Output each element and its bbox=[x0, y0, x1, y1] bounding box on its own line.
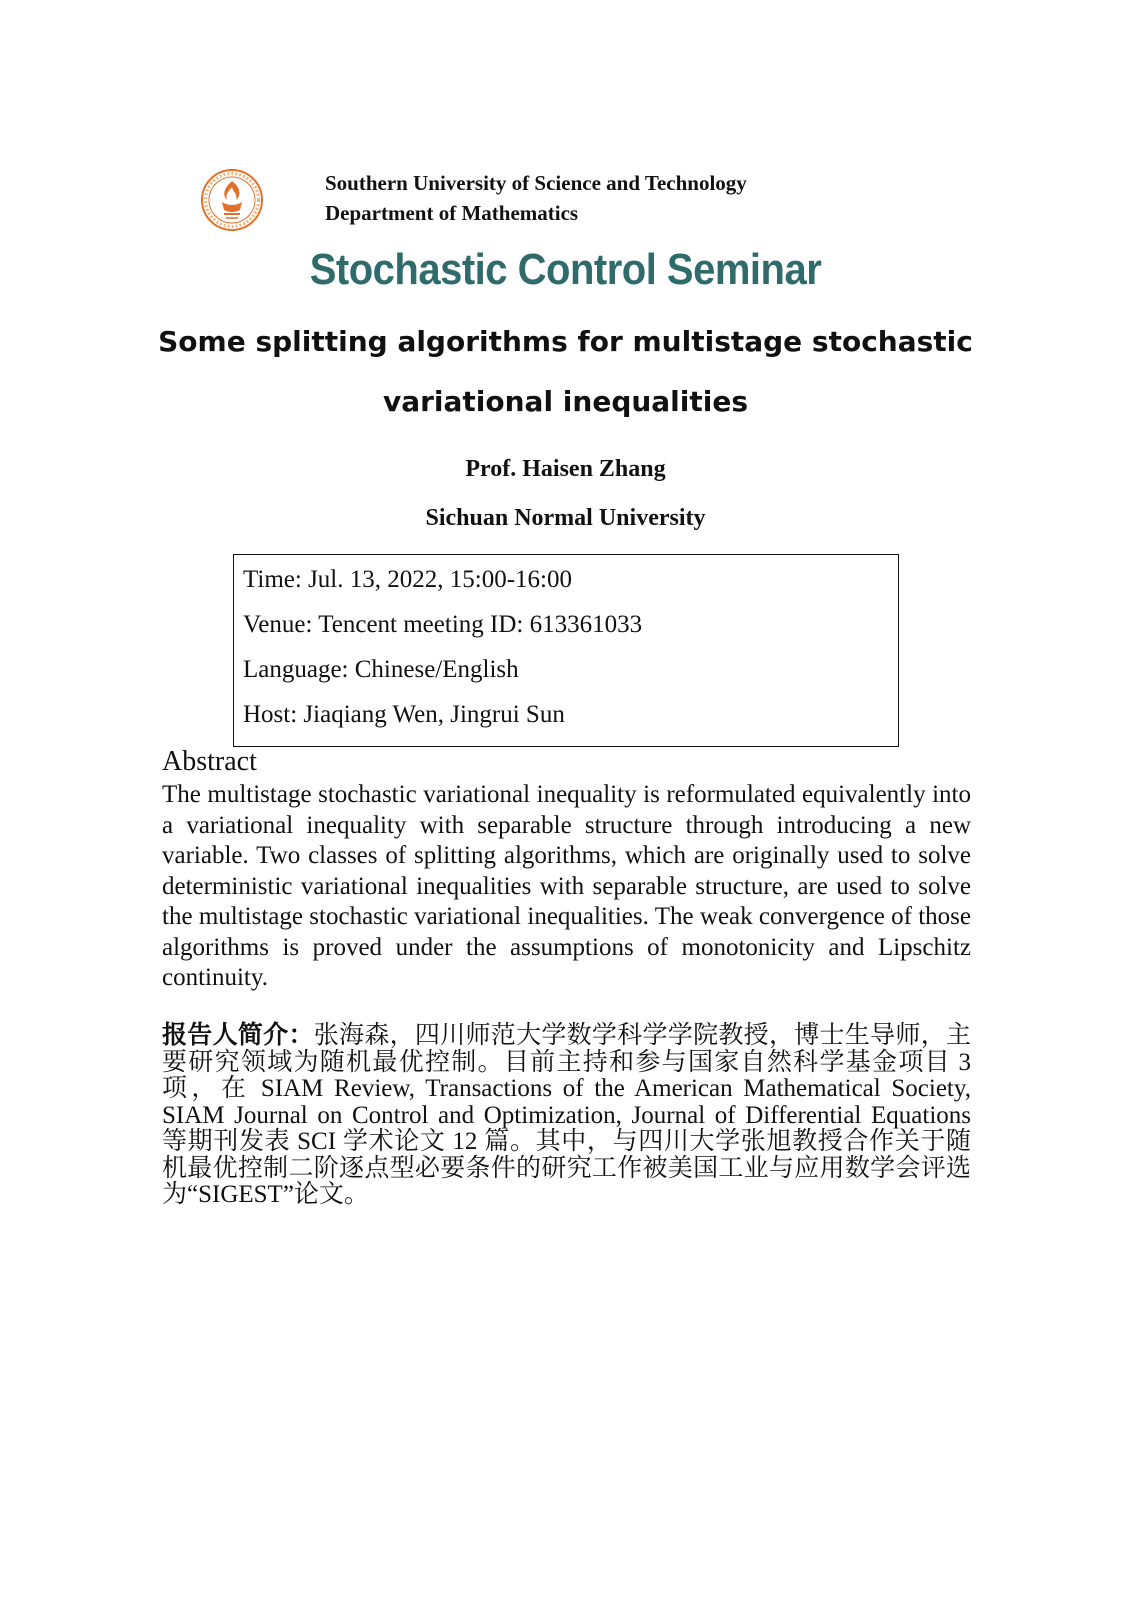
talk-title-line-1: Some splitting algorithms for multistage stochastic bbox=[158, 325, 973, 358]
institution-name: Southern University of Science and Technology bbox=[325, 171, 747, 195]
seminar-series-title: Stochastic Control Seminar bbox=[309, 246, 822, 294]
talk-title-line-2: variational inequalities bbox=[382, 385, 749, 418]
event-time: Time: Jul. 13, 2022, 15:00-16:00 bbox=[243, 566, 572, 593]
event-venue: Venue: Tencent meeting ID: 613361033 bbox=[243, 611, 643, 638]
speaker-affiliation: Sichuan Normal University bbox=[425, 505, 706, 531]
speaker-name: Prof. Haisen Zhang bbox=[465, 456, 666, 482]
event-language: Language: Chinese/English bbox=[243, 656, 519, 683]
abstract-text: The multistage stochastic variational inequality is reformulated equivalently into a variational inequality with separable structure through introducing a new variable. Two classes of splitting algorithms, which are originally used to solve deterministic variational inequalities with separable structure, are used to solve the multistage stochastic variational inequalities. The weak convergence of those algorithms is proved under the assumptions of monotonicity and Lipschitz continuity. bbox=[162, 781, 971, 991]
event-info-box bbox=[233, 554, 899, 747]
speaker-bio-text: 张海森，四川师范大学数学科学学院教授，博士生导师，主要研究领域为随机最优控制。目前主持和参与国家自然科学基金项目 3 项，在 SIAM Review, Transactions of the American Mathematical Society, SIAM Journal on Control and Optimization, Journal of Differential Equations 等期刊发表 SCI 学术论文 12 篇。其中，与四川大学张旭教授合作关于随机最优控制二阶逐点型必要条件的研究工作被美国工业与应用数学会评选为“SIGEST”论文。 bbox=[162, 1022, 971, 1208]
speaker-bio-label: 报告人简介： bbox=[162, 1022, 314, 1049]
university-seal-icon bbox=[200, 168, 264, 232]
abstract-heading: Abstract bbox=[162, 746, 257, 777]
speaker-bio bbox=[162, 1023, 971, 1209]
department-name: Department of Mathematics bbox=[325, 201, 579, 225]
institution-header bbox=[325, 168, 747, 228]
event-host: Host: Jiaqiang Wen, Jingrui Sun bbox=[243, 701, 565, 728]
talk-title bbox=[150, 312, 981, 432]
